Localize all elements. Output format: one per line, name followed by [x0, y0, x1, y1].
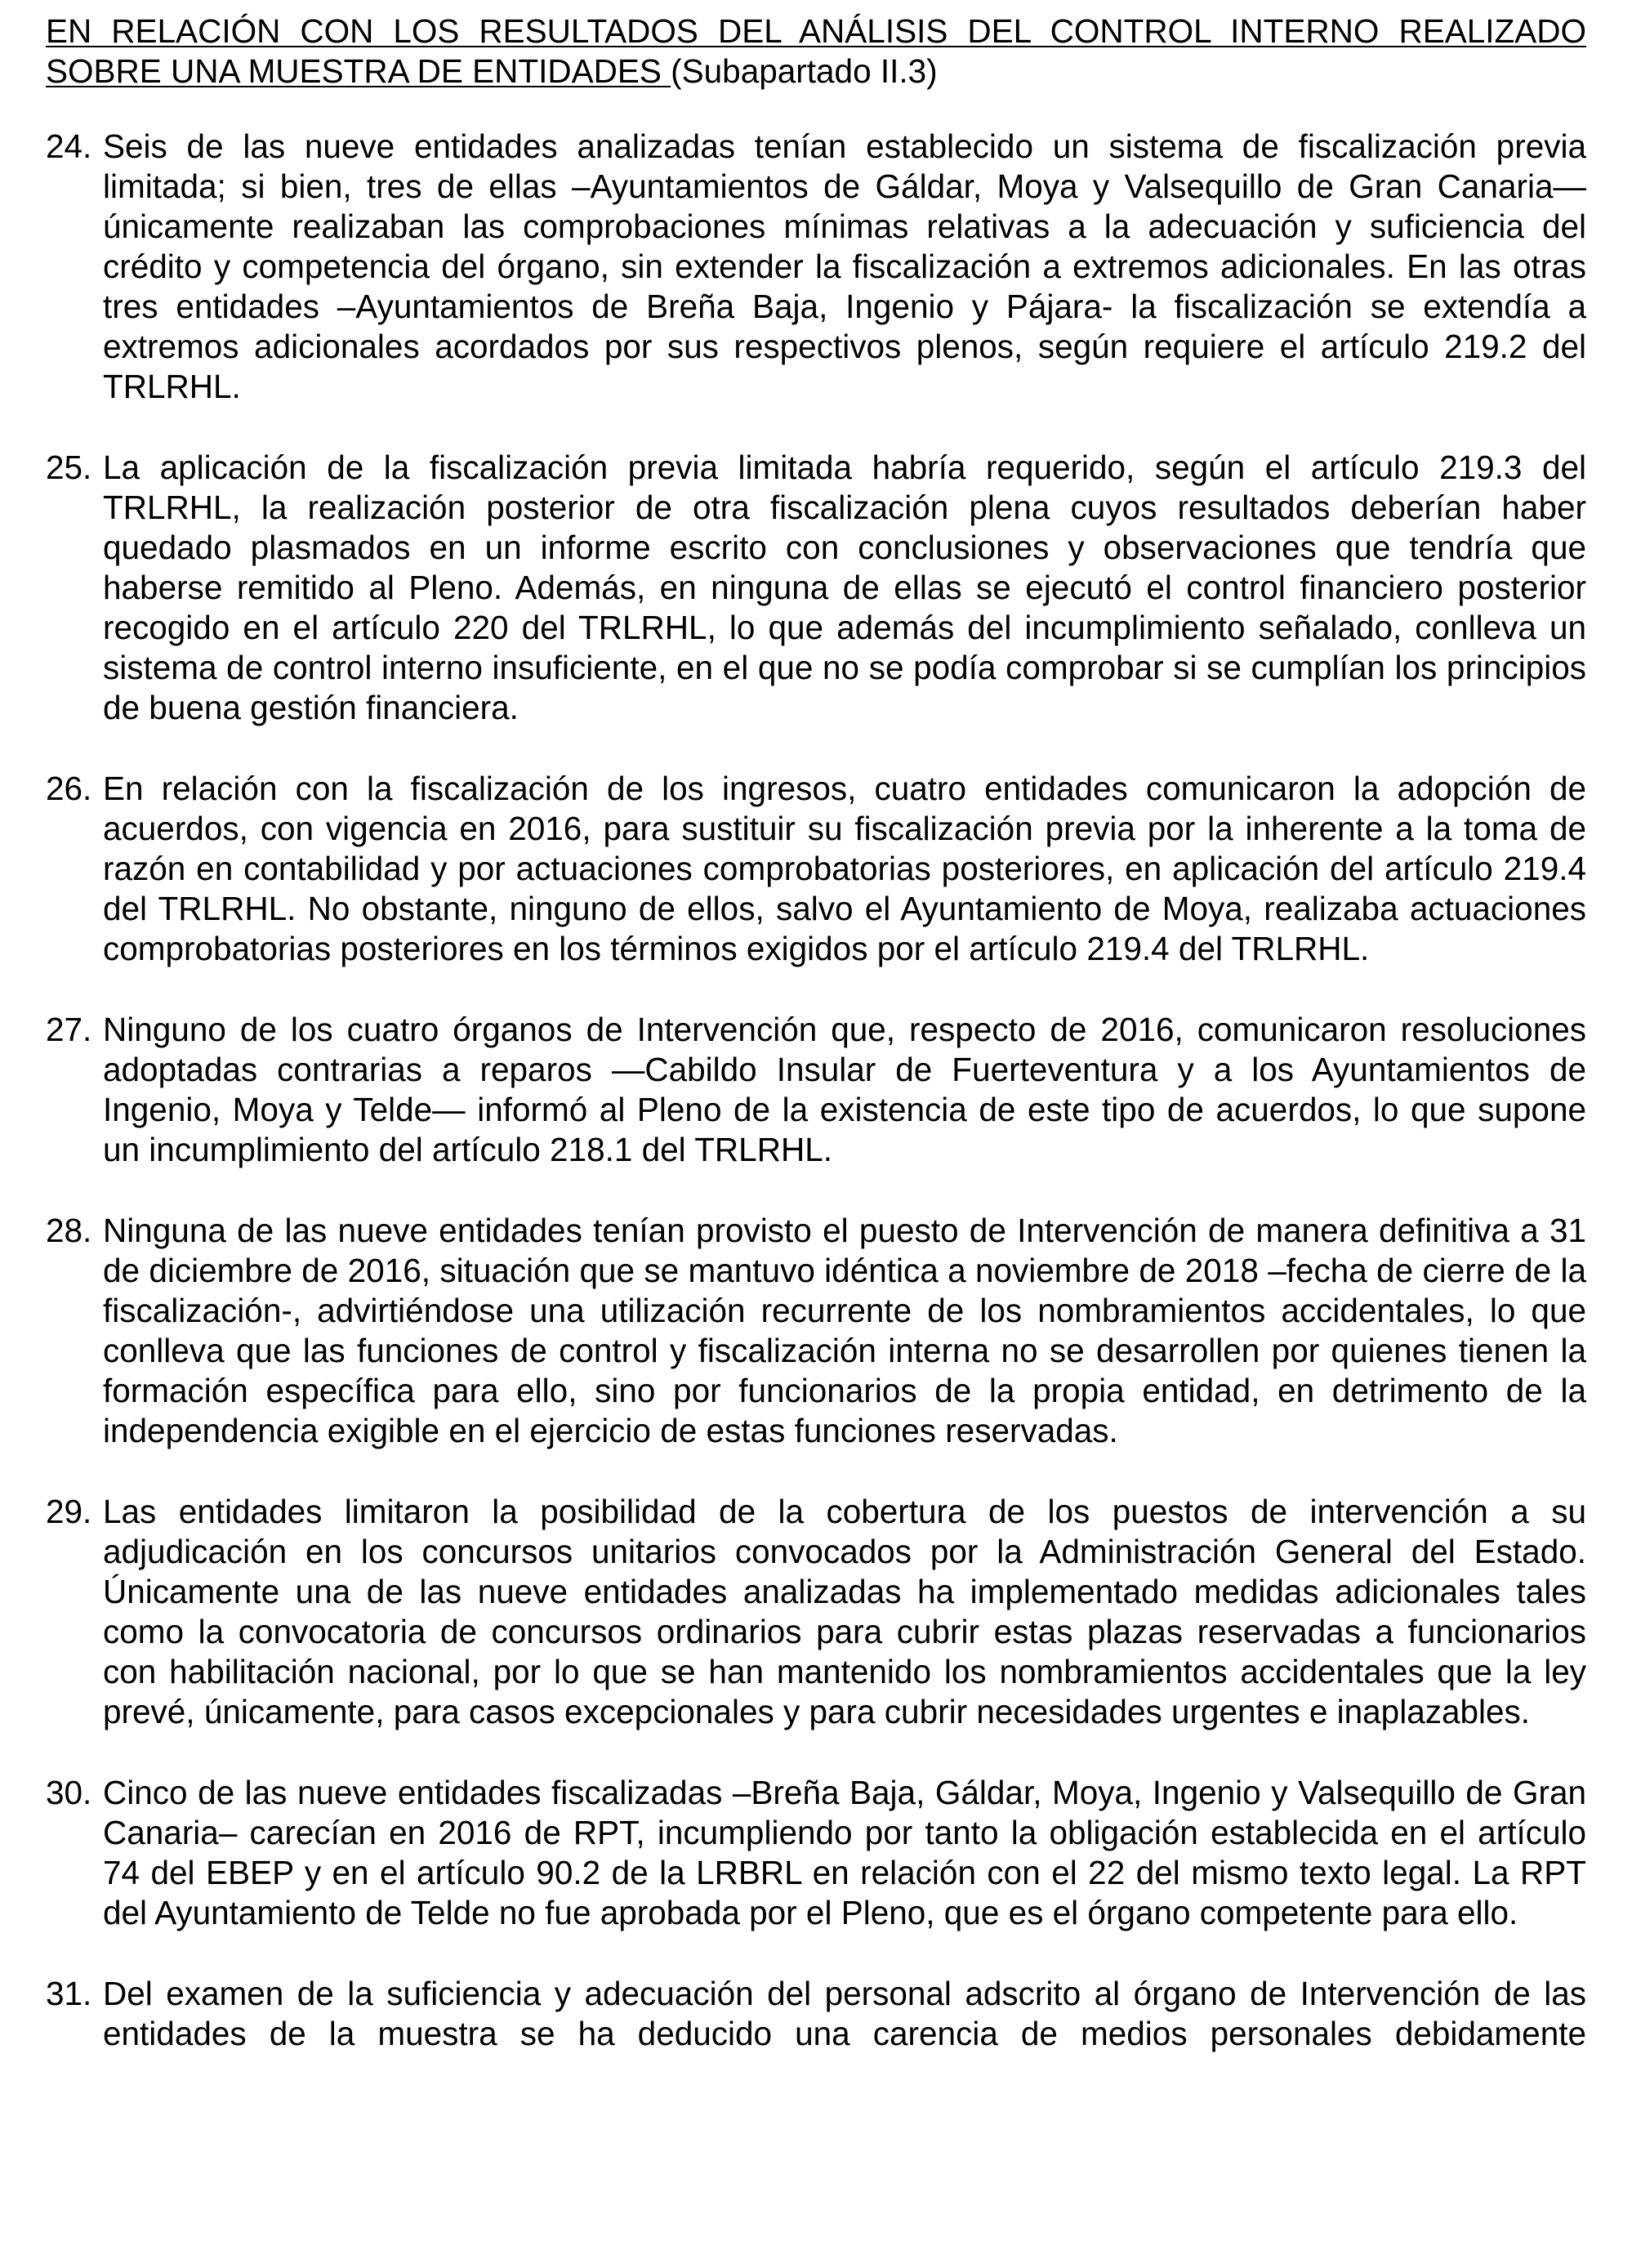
paragraph-text: En relación con la fiscalización de los ingresos, cuatro entidades comunicaron la adopción de acuerdos, con vigencia en 2016, para sustituir su fiscalización previa por la inherente a la toma de razón en contabilidad y por actuaciones comprobatorias posteriores, en aplicación del artículo 219.4 del TRLRHL. No obstante, ninguno de ellos, salvo el Ayuntamiento de Moya, realizaba actuaciones comprobatorias posteriores en los términos exigidos por el artículo 219.4 del TRLRHL. [103, 770, 1586, 967]
paragraph-27 [46, 1010, 1586, 1170]
section-heading [46, 11, 1586, 92]
paragraph-26 [46, 769, 1586, 969]
paragraph-number: 29. [46, 1493, 92, 1530]
section-heading-subsection: (Subapartado II.3) [671, 52, 938, 90]
paragraph-number: 30. [46, 1774, 92, 1811]
paragraph-text: Ninguno de los cuatro órganos de Intervención que, respecto de 2016, comunicaron resoluciones adoptadas contrarias a reparos —Cabildo Insular de Fuerteventura y a los Ayuntamientos de Ingenio, Moya y Telde— informó al Pleno de la existencia de este tipo de acuerdos, lo que supone un incumplimiento del artículo 218.1 del TRLRHL. [103, 1011, 1586, 1168]
paragraph-text: La aplicación de la fiscalización previa limitada habría requerido, según el artículo 219.3 del TRLRHL, la realización posterior de otra fiscalización plena cuyos resultados deberían haber quedado plasmados en un informe escrito con conclusiones y observaciones que tendría que haberse remitido al Pleno. Además, en ninguna de ellas se ejecutó el control financiero posterior recogido en el artículo 220 del TRLRHL, lo que además del incumplimiento señalado, conlleva un sistema de control interno insuficiente, en el que no se podía comprobar si se cumplían los principios de buena gestión financiera. [103, 449, 1586, 726]
paragraph-text: Ninguna de las nueve entidades tenían provisto el puesto de Intervención de manera definitiva a 31 de diciembre de 2016, situación que se mantuvo idéntica a noviembre de 2018 –fecha de cierre de la fiscalización-, advirtiéndose una utilización recurrente de los nombramientos accidentales, lo que conlleva que las funciones de control y fiscalización interna no se desarrollen por quienes tienen la formación específica para ello, sino por funcionarios de la propia entidad, en detrimento de la independencia exigible en el ejercicio de estas funciones reservadas. [103, 1212, 1586, 1449]
paragraph-text: Cinco de las nueve entidades fiscalizadas –Breña Baja, Gáldar, Moya, Ingenio y Valsequillo de Gran Canaria– carecían en 2016 de RPT, incumpliendo por tanto la obligación establecida en el artículo 74 del EBEP y en el artículo 90.2 de la LRBRL en relación con el 22 del mismo texto legal. La RPT del Ayuntamiento de Telde no fue aprobada por el Pleno, que es el órgano competente para ello. [103, 1774, 1586, 1931]
section-heading-title: EN RELACIÓN CON LOS RESULTADOS DEL ANÁLISIS DEL CONTROL INTERNO REALIZADO SOBRE UNA MUESTRA DE ENTIDADES [46, 12, 1586, 90]
paragraph-25 [46, 448, 1586, 728]
paragraph-number: 31. [46, 1975, 92, 2012]
paragraph-28 [46, 1211, 1586, 1451]
paragraph-number: 27. [46, 1011, 92, 1048]
paragraph-30 [46, 1773, 1586, 1933]
document-page [46, 11, 1586, 2054]
paragraph-number: 24. [46, 127, 92, 165]
paragraph-29 [46, 1492, 1586, 1732]
paragraph-text: Del examen de la suficiencia y adecuación del personal adscrito al órgano de Intervención de las entidades de la muestra se ha deducido una carencia de medios personales debidamente [103, 1975, 1586, 2052]
paragraph-number: 26. [46, 770, 92, 807]
paragraph-31 [46, 1974, 1586, 2054]
paragraph-text: Las entidades limitaron la posibilidad de la cobertura de los puestos de intervención a su adjudicación en los concursos unitarios convocados por la Administración General del Estado. Únicamente una de las nueve entidades analizadas ha implementado medidas adicionales tales como la convocatoria de concursos ordinarios para cubrir estas plazas reservadas a funcionarios con habilitación nacional, por lo que se han mantenido los nombramientos accidentales que la ley prevé, únicamente, para casos excepcionales y para cubrir necesidades urgentes e inaplazables. [103, 1493, 1586, 1730]
paragraph-text: Seis de las nueve entidades analizadas tenían establecido un sistema de fiscalización previa limitada; si bien, tres de ellas –Ayuntamientos de Gáldar, Moya y Valsequillo de Gran Canaria— únicamente realizaban las comprobaciones mínimas relativas a la adecuación y suficiencia del crédito y competencia del órgano, sin extender la fiscalización a extremos adicionales. En las otras tres entidades –Ayuntamientos de Breña Baja, Ingenio y Pájara- la fiscalización se extendía a extremos adicionales acordados por sus respectivos plenos, según requiere el artículo 219.2 del TRLRHL. [103, 127, 1586, 405]
paragraph-24 [46, 127, 1586, 407]
paragraph-number: 28. [46, 1212, 92, 1249]
paragraph-number: 25. [46, 449, 92, 486]
